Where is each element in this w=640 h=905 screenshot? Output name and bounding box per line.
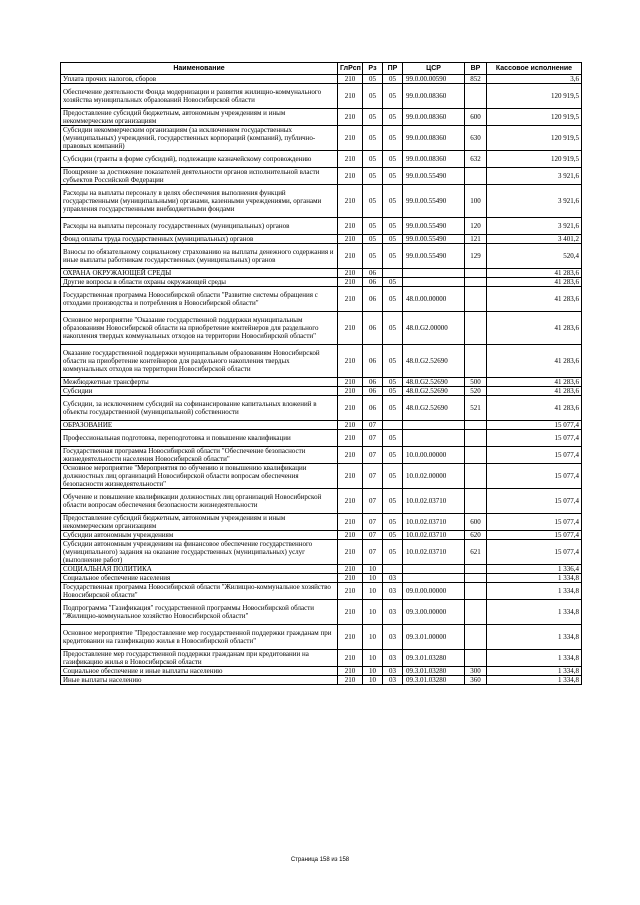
row-grbs-cell: 210 xyxy=(338,430,363,447)
row-pr-cell: 05 xyxy=(383,514,403,531)
header-row xyxy=(61,63,582,75)
row-pr-cell: 05 xyxy=(383,378,403,387)
row-vr-cell xyxy=(465,430,487,447)
row-grbs-cell: 210 xyxy=(338,650,363,667)
row-vr-cell: 500 xyxy=(465,378,487,387)
row-vr-cell xyxy=(465,421,487,430)
row-grbs-cell: 210 xyxy=(338,514,363,531)
row-grbs-cell: 210 xyxy=(338,667,363,676)
row-rz-cell: 07 xyxy=(363,514,383,531)
table-row xyxy=(61,600,582,625)
row-amount-cell: 1 334,8 xyxy=(487,574,582,583)
row-amount-cell: 1 334,8 xyxy=(487,583,582,600)
row-name-cell: Предоставление субсидий бюджетным, автономным учреждениям и иным некоммерческим организациям xyxy=(61,514,338,531)
row-rz-cell: 05 xyxy=(363,75,383,84)
row-name-cell: Основное мероприятие "Предоставление мер государственной поддержки гражданам при кредитовании на газификацию жилья в Новосибирской области" xyxy=(61,625,338,650)
row-csr-cell: 48.0.G2.52690 xyxy=(403,345,465,378)
row-vr-cell xyxy=(465,447,487,464)
budget-report-sheet xyxy=(60,62,581,685)
row-pr-cell: 05 xyxy=(383,430,403,447)
row-name-cell: Расходы на выплаты персоналу в целях обеспечения выполнения функций государственными (муниципальными) органами, казенными учреждениями, органами управления государственными внебюджетными фондами xyxy=(61,185,338,218)
row-vr-cell: 852 xyxy=(465,75,487,84)
row-pr-cell: 05 xyxy=(383,244,403,269)
row-amount-cell: 41 283,6 xyxy=(487,345,582,378)
row-rz-cell: 07 xyxy=(363,447,383,464)
row-amount-cell: 1 334,8 xyxy=(487,667,582,676)
row-grbs-cell: 210 xyxy=(338,540,363,565)
row-pr-cell: 05 xyxy=(383,109,403,126)
row-amount-cell: 3 921,6 xyxy=(487,168,582,185)
row-csr-cell: 99.0.00.55490 xyxy=(403,235,465,244)
table-row xyxy=(61,235,582,244)
row-name-cell: Государственная программа Новосибирской области "Жилищно-коммунальное хозяйство Новосибирской области" xyxy=(61,583,338,600)
row-rz-cell: 06 xyxy=(363,312,383,345)
row-csr-cell xyxy=(403,269,465,278)
row-amount-cell: 15 077,4 xyxy=(487,540,582,565)
row-amount-cell: 41 283,6 xyxy=(487,278,582,287)
row-csr-cell: 99.0.00.08360 xyxy=(403,84,465,109)
row-amount-cell: 120 919,5 xyxy=(487,126,582,151)
row-pr-cell: 05 xyxy=(383,168,403,185)
table-row xyxy=(61,345,582,378)
row-amount-cell: 41 283,6 xyxy=(487,378,582,387)
row-rz-cell: 07 xyxy=(363,531,383,540)
row-amount-cell: 1 334,8 xyxy=(487,650,582,667)
table-row xyxy=(61,312,582,345)
table-row xyxy=(61,151,582,168)
row-amount-cell: 3 401,2 xyxy=(487,235,582,244)
row-rz-cell: 10 xyxy=(363,650,383,667)
row-csr-cell xyxy=(403,565,465,574)
row-csr-cell xyxy=(403,278,465,287)
table-row xyxy=(61,387,582,396)
row-grbs-cell: 210 xyxy=(338,312,363,345)
row-grbs-cell: 210 xyxy=(338,126,363,151)
table-row xyxy=(61,531,582,540)
row-name-cell: Межбюджетные трансферты xyxy=(61,378,338,387)
row-rz-cell: 10 xyxy=(363,676,383,685)
row-csr-cell xyxy=(403,430,465,447)
row-grbs-cell: 210 xyxy=(338,447,363,464)
row-csr-cell: 48.0.G2.52690 xyxy=(403,387,465,396)
row-name-cell: Основное мероприятие "Оказание государственной поддержки муниципальным образованиям Новосибирской области на приобретение контейнеров для раздельного накопления твердых коммунальных отходов на территории Новосибирской области" xyxy=(61,312,338,345)
row-amount-cell: 120 919,5 xyxy=(487,84,582,109)
row-amount-cell: 15 077,4 xyxy=(487,447,582,464)
row-amount-cell: 1 334,8 xyxy=(487,600,582,625)
row-pr-cell: 05 xyxy=(383,278,403,287)
table-row xyxy=(61,574,582,583)
table-row xyxy=(61,244,582,269)
row-rz-cell: 06 xyxy=(363,387,383,396)
row-csr-cell: 10.0.02.03710 xyxy=(403,531,465,540)
row-grbs-cell: 210 xyxy=(338,387,363,396)
row-csr-cell: 99.0.00.08360 xyxy=(403,151,465,168)
row-grbs-cell: 210 xyxy=(338,244,363,269)
row-pr-cell: 05 xyxy=(383,126,403,151)
row-csr-cell: 48.0.G2.52690 xyxy=(403,396,465,421)
row-grbs-cell: 210 xyxy=(338,168,363,185)
row-csr-cell: 09.3.00.00000 xyxy=(403,600,465,625)
table-row xyxy=(61,278,582,287)
row-grbs-cell: 210 xyxy=(338,235,363,244)
row-amount-cell: 3 921,6 xyxy=(487,218,582,235)
row-amount-cell: 41 283,6 xyxy=(487,387,582,396)
row-rz-cell: 10 xyxy=(363,625,383,650)
row-grbs-cell: 210 xyxy=(338,625,363,650)
table-row xyxy=(61,650,582,667)
table-row xyxy=(61,109,582,126)
row-csr-cell: 10.0.02.03710 xyxy=(403,540,465,565)
row-vr-cell: 620 xyxy=(465,531,487,540)
row-name-cell: Подпрограмма "Газификация" государственной программы Новосибирской области "Жилищно-коммунальное хозяйство Новосибирской области" xyxy=(61,600,338,625)
row-name-cell: Оказание государственной поддержки муниципальным образованиям Новосибирской области на приобретение контейнеров для раздельного накопления твердых коммунальных отходов на территории Новосибирской области xyxy=(61,345,338,378)
row-amount-cell: 3 921,6 xyxy=(487,185,582,218)
row-grbs-cell: 210 xyxy=(338,278,363,287)
row-vr-cell: 630 xyxy=(465,126,487,151)
row-rz-cell: 07 xyxy=(363,430,383,447)
row-vr-cell xyxy=(465,583,487,600)
row-pr-cell: 05 xyxy=(383,345,403,378)
table-row xyxy=(61,667,582,676)
row-grbs-cell: 210 xyxy=(338,583,363,600)
table-row xyxy=(61,396,582,421)
row-vr-cell xyxy=(465,278,487,287)
row-vr-cell xyxy=(465,84,487,109)
row-rz-cell: 05 xyxy=(363,151,383,168)
row-pr-cell xyxy=(383,421,403,430)
row-csr-cell: 48.0.G2.00000 xyxy=(403,312,465,345)
row-rz-cell: 10 xyxy=(363,565,383,574)
row-rz-cell: 10 xyxy=(363,583,383,600)
row-amount-cell: 120 919,5 xyxy=(487,151,582,168)
row-csr-cell: 48.0.G2.52690 xyxy=(403,378,465,387)
row-pr-cell: 05 xyxy=(383,75,403,84)
row-rz-cell: 05 xyxy=(363,109,383,126)
row-pr-cell: 05 xyxy=(383,464,403,489)
table-header xyxy=(61,63,582,75)
row-amount-cell: 15 077,4 xyxy=(487,430,582,447)
row-name-cell: СОЦИАЛЬНАЯ ПОЛИТИКА xyxy=(61,565,338,574)
table-row xyxy=(61,287,582,312)
row-name-cell: Социальное обеспечение населения xyxy=(61,574,338,583)
row-rz-cell: 06 xyxy=(363,345,383,378)
row-vr-cell xyxy=(465,168,487,185)
row-name-cell: ОБРАЗОВАНИЕ xyxy=(61,421,338,430)
row-vr-cell xyxy=(465,574,487,583)
row-vr-cell: 520 xyxy=(465,387,487,396)
row-rz-cell: 05 xyxy=(363,218,383,235)
row-csr-cell: 99.0.00.55490 xyxy=(403,168,465,185)
row-name-cell: Субсидии (гранты в форме субсидий), подлежащие казначейскому сопровождению xyxy=(61,151,338,168)
row-vr-cell: 521 xyxy=(465,396,487,421)
row-rz-cell: 06 xyxy=(363,269,383,278)
row-rz-cell: 07 xyxy=(363,489,383,514)
row-rz-cell: 10 xyxy=(363,574,383,583)
row-amount-cell: 120 919,5 xyxy=(487,109,582,126)
row-rz-cell: 07 xyxy=(363,540,383,565)
table-row xyxy=(61,447,582,464)
header-amount: Кассовое исполнение xyxy=(487,63,582,75)
table-row xyxy=(61,464,582,489)
row-rz-cell: 06 xyxy=(363,287,383,312)
row-pr-cell: 03 xyxy=(383,625,403,650)
row-csr-cell: 48.0.00.00000 xyxy=(403,287,465,312)
row-csr-cell: 09.3.01.03280 xyxy=(403,667,465,676)
row-name-cell: Обеспечение деятельности Фонда модернизации и развития жилищно-коммунального хозяйства муниципальных образований Новосибирской области xyxy=(61,84,338,109)
row-pr-cell: 05 xyxy=(383,84,403,109)
row-vr-cell xyxy=(465,312,487,345)
row-vr-cell xyxy=(465,600,487,625)
row-rz-cell: 10 xyxy=(363,667,383,676)
row-grbs-cell: 210 xyxy=(338,269,363,278)
row-pr-cell: 05 xyxy=(383,218,403,235)
row-name-cell: Поощрение за достижение показателей деятельности органов исполнительной власти субъектов Российской Федерации xyxy=(61,168,338,185)
row-vr-cell: 121 xyxy=(465,235,487,244)
row-csr-cell: 99.0.00.55490 xyxy=(403,244,465,269)
table-row xyxy=(61,126,582,151)
row-vr-cell: 129 xyxy=(465,244,487,269)
table-row xyxy=(61,489,582,514)
row-name-cell: Предоставление субсидий бюджетным, автономным учреждениям и иным некоммерческим организациям xyxy=(61,109,338,126)
table-row xyxy=(61,514,582,531)
row-csr-cell: 10.0.02.00000 xyxy=(403,464,465,489)
row-name-cell: Предоставление мер государственной поддержки гражданам при кредитовании на газификацию жилья в Новосибирской области xyxy=(61,650,338,667)
row-name-cell: ОХРАНА ОКРУЖАЮЩЕЙ СРЕДЫ xyxy=(61,269,338,278)
row-amount-cell: 15 077,4 xyxy=(487,531,582,540)
row-pr-cell: 03 xyxy=(383,583,403,600)
row-rz-cell: 05 xyxy=(363,235,383,244)
row-rz-cell: 05 xyxy=(363,244,383,269)
row-rz-cell: 06 xyxy=(363,278,383,287)
row-name-cell: Фонд оплаты труда государственных (муниципальных) органов xyxy=(61,235,338,244)
table-row xyxy=(61,168,582,185)
row-amount-cell: 1 334,8 xyxy=(487,676,582,685)
row-amount-cell: 520,4 xyxy=(487,244,582,269)
row-amount-cell: 15 077,4 xyxy=(487,489,582,514)
row-grbs-cell: 210 xyxy=(338,109,363,126)
row-pr-cell: 05 xyxy=(383,185,403,218)
row-name-cell: Взносы по обязательному социальному страхованию на выплаты денежного содержания и иные выплаты работникам государственных (муниципальных) органов xyxy=(61,244,338,269)
row-grbs-cell: 210 xyxy=(338,421,363,430)
row-amount-cell: 41 283,6 xyxy=(487,287,582,312)
row-csr-cell: 99.0.00.08360 xyxy=(403,126,465,151)
row-amount-cell: 1 334,8 xyxy=(487,625,582,650)
row-csr-cell: 99.0.00.00590 xyxy=(403,75,465,84)
row-vr-cell: 300 xyxy=(465,667,487,676)
table-body xyxy=(61,75,582,685)
row-name-cell: Субсидии xyxy=(61,387,338,396)
row-grbs-cell: 210 xyxy=(338,345,363,378)
row-grbs-cell: 210 xyxy=(338,185,363,218)
row-name-cell: Субсидии автономным учреждениям xyxy=(61,531,338,540)
row-rz-cell: 10 xyxy=(363,600,383,625)
row-amount-cell: 3,6 xyxy=(487,75,582,84)
row-amount-cell: 41 283,6 xyxy=(487,269,582,278)
row-vr-cell xyxy=(465,489,487,514)
row-pr-cell: 05 xyxy=(383,151,403,168)
header-csr: ЦСР xyxy=(403,63,465,75)
row-grbs-cell: 210 xyxy=(338,218,363,235)
row-pr-cell: 03 xyxy=(383,600,403,625)
row-rz-cell: 05 xyxy=(363,126,383,151)
row-rz-cell: 06 xyxy=(363,396,383,421)
row-name-cell: Уплата прочих налогов, сборов xyxy=(61,75,338,84)
row-pr-cell: 05 xyxy=(383,489,403,514)
row-pr-cell xyxy=(383,565,403,574)
row-vr-cell: 632 xyxy=(465,151,487,168)
row-rz-cell: 05 xyxy=(363,185,383,218)
table-row xyxy=(61,378,582,387)
row-csr-cell xyxy=(403,574,465,583)
row-name-cell: Социальное обеспечение и иные выплаты населению xyxy=(61,667,338,676)
row-rz-cell: 07 xyxy=(363,421,383,430)
row-vr-cell xyxy=(465,269,487,278)
row-amount-cell: 15 077,4 xyxy=(487,464,582,489)
header-vr: ВР xyxy=(465,63,487,75)
row-name-cell: Субсидии, за исключением субсидий на софинансирование капитальных вложений в объекты государственной (муниципальной) собственности xyxy=(61,396,338,421)
header-grbs: ГлРсп xyxy=(338,63,363,75)
row-pr-cell: 05 xyxy=(383,235,403,244)
row-pr-cell: 05 xyxy=(383,287,403,312)
row-name-cell: Расходы на выплаты персоналу государственных (муниципальных) органов xyxy=(61,218,338,235)
table-row xyxy=(61,565,582,574)
row-vr-cell: 100 xyxy=(465,185,487,218)
row-csr-cell: 99.0.00.08360 xyxy=(403,109,465,126)
row-csr-cell: 10.0.02.03710 xyxy=(403,514,465,531)
row-pr-cell: 05 xyxy=(383,387,403,396)
table-row xyxy=(61,676,582,685)
row-vr-cell: 120 xyxy=(465,218,487,235)
row-grbs-cell: 210 xyxy=(338,574,363,583)
row-csr-cell: 09.3.01.03280 xyxy=(403,650,465,667)
row-csr-cell: 09.3.01.00000 xyxy=(403,625,465,650)
row-pr-cell: 05 xyxy=(383,540,403,565)
row-pr-cell: 03 xyxy=(383,667,403,676)
row-rz-cell: 06 xyxy=(363,378,383,387)
row-grbs-cell: 210 xyxy=(338,396,363,421)
table-row xyxy=(61,583,582,600)
row-grbs-cell: 210 xyxy=(338,151,363,168)
table-row xyxy=(61,185,582,218)
table-row xyxy=(61,269,582,278)
row-grbs-cell: 210 xyxy=(338,378,363,387)
row-csr-cell: 10.0.00.00000 xyxy=(403,447,465,464)
row-name-cell: Другие вопросы в области охраны окружающей среды xyxy=(61,278,338,287)
row-amount-cell: 41 283,6 xyxy=(487,312,582,345)
header-name: Наименование xyxy=(61,63,338,75)
row-name-cell: Профессиональная подготовка, переподготовка и повышение квалификации xyxy=(61,430,338,447)
header-pr: ПР xyxy=(383,63,403,75)
row-grbs-cell: 210 xyxy=(338,84,363,109)
row-vr-cell: 621 xyxy=(465,540,487,565)
row-pr-cell: 05 xyxy=(383,312,403,345)
header-rz: Рз xyxy=(363,63,383,75)
row-vr-cell xyxy=(465,625,487,650)
row-name-cell: Государственная программа Новосибирской области "Обеспечение безопасности жизнедеятельности населения Новосибирской области" xyxy=(61,447,338,464)
row-name-cell: Субсидии некоммерческим организациям (за исключением государственных (муниципальных) учреждений, государственных корпораций (компаний), публично-правовых компаний) xyxy=(61,126,338,151)
row-name-cell: Основное мероприятие "Мероприятия по обучению и повышению квалификации должностных лиц организаций Новосибирской области вопросам обеспечения безопасности жизнедеятельности" xyxy=(61,464,338,489)
row-vr-cell xyxy=(465,650,487,667)
table-row xyxy=(61,421,582,430)
row-grbs-cell: 210 xyxy=(338,287,363,312)
row-csr-cell: 10.0.02.03710 xyxy=(403,489,465,514)
row-vr-cell xyxy=(465,345,487,378)
row-grbs-cell: 210 xyxy=(338,75,363,84)
table-row xyxy=(61,218,582,235)
row-rz-cell: 05 xyxy=(363,84,383,109)
row-grbs-cell: 210 xyxy=(338,489,363,514)
row-grbs-cell: 210 xyxy=(338,464,363,489)
table-row xyxy=(61,430,582,447)
row-amount-cell: 15 077,4 xyxy=(487,421,582,430)
row-pr-cell: 03 xyxy=(383,574,403,583)
row-grbs-cell: 210 xyxy=(338,600,363,625)
row-grbs-cell: 210 xyxy=(338,531,363,540)
row-name-cell: Обучение и повышение квалификации должностных лиц организаций Новосибирской области вопросам обеспечения безопасности жизнедеятельности xyxy=(61,489,338,514)
row-grbs-cell: 210 xyxy=(338,565,363,574)
row-pr-cell: 05 xyxy=(383,447,403,464)
row-amount-cell: 1 336,4 xyxy=(487,565,582,574)
row-vr-cell: 600 xyxy=(465,109,487,126)
table-row xyxy=(61,625,582,650)
row-grbs-cell: 210 xyxy=(338,676,363,685)
table-row xyxy=(61,84,582,109)
row-amount-cell: 15 077,4 xyxy=(487,514,582,531)
budget-execution-table xyxy=(60,62,582,685)
table-row xyxy=(61,540,582,565)
row-name-cell: Государственная программа Новосибирской области "Развитие системы обращения с отходами производства и потребления в Новосибирской области" xyxy=(61,287,338,312)
row-name-cell: Иные выплаты населению xyxy=(61,676,338,685)
row-pr-cell: 03 xyxy=(383,676,403,685)
row-vr-cell xyxy=(465,464,487,489)
row-vr-cell xyxy=(465,565,487,574)
row-csr-cell: 09.3.01.03280 xyxy=(403,676,465,685)
row-csr-cell: 09.0.00.00000 xyxy=(403,583,465,600)
row-vr-cell: 360 xyxy=(465,676,487,685)
row-rz-cell: 07 xyxy=(363,464,383,489)
row-csr-cell: 99.0.00.55490 xyxy=(403,218,465,235)
row-pr-cell xyxy=(383,269,403,278)
table-row xyxy=(61,75,582,84)
row-csr-cell: 99.0.00.55490 xyxy=(403,185,465,218)
row-vr-cell: 600 xyxy=(465,514,487,531)
row-vr-cell xyxy=(465,287,487,312)
row-pr-cell: 05 xyxy=(383,531,403,540)
row-pr-cell: 05 xyxy=(383,396,403,421)
row-pr-cell: 03 xyxy=(383,650,403,667)
row-rz-cell: 05 xyxy=(363,168,383,185)
row-name-cell: Субсидии автономным учреждениям на финансовое обеспечение государственного (муниципального) задания на оказание государственных (муниципальных) услуг (выполнение работ) xyxy=(61,540,338,565)
row-csr-cell xyxy=(403,421,465,430)
page-footer: Страница 158 из 158 xyxy=(290,857,350,863)
row-amount-cell: 41 283,6 xyxy=(487,396,582,421)
